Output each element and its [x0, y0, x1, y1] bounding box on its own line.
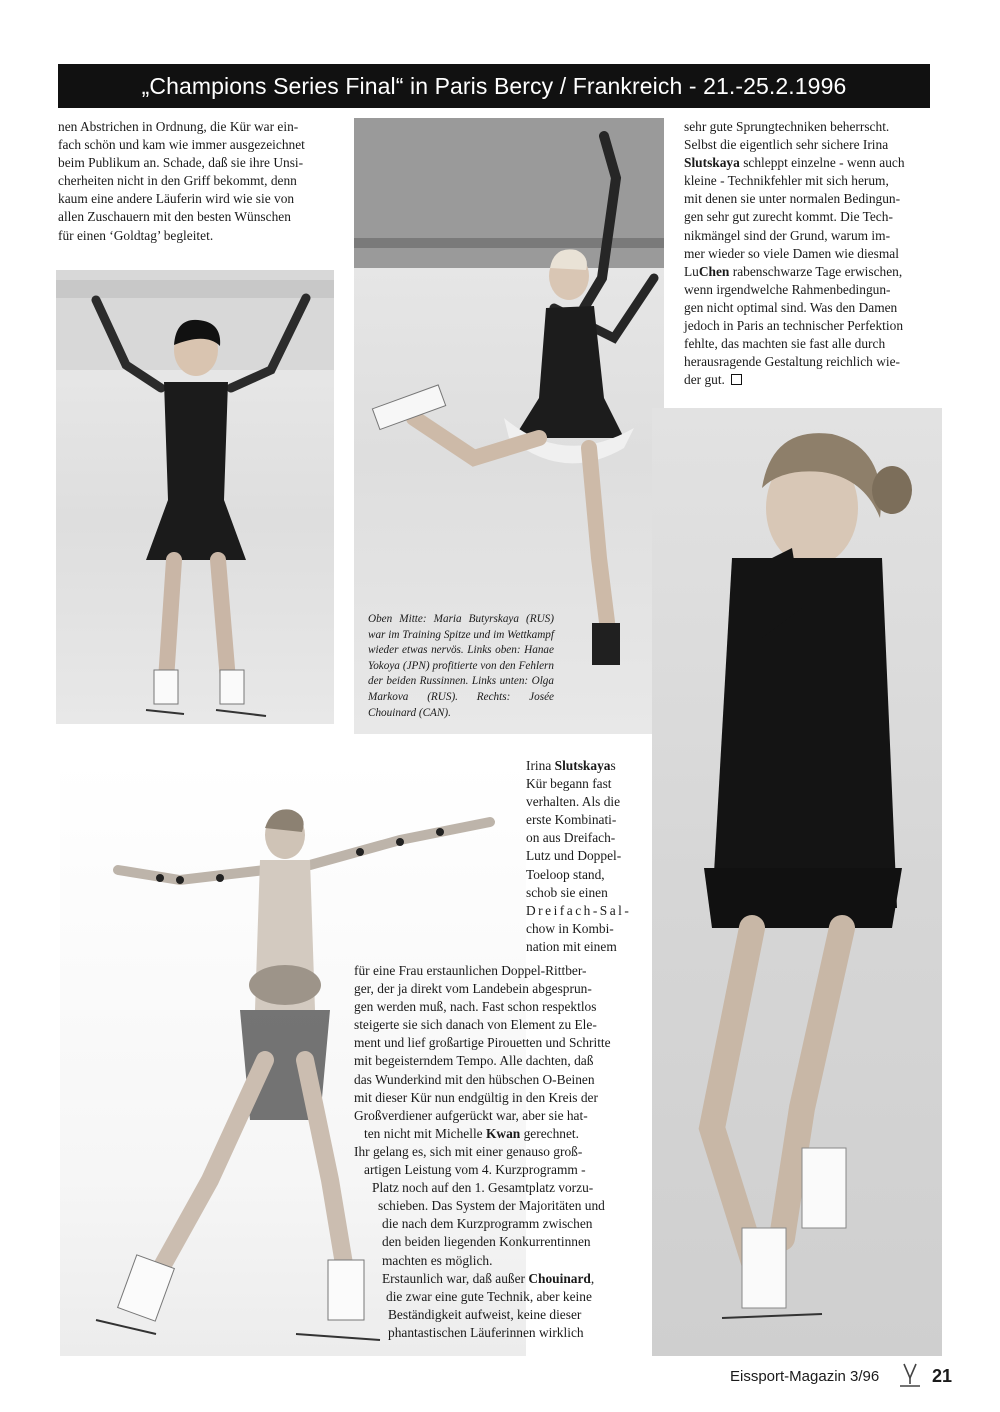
skater-name: Slutskaya [684, 155, 740, 171]
text-line: Platz noch auf den 1. Gesamtplatz vorzu- [372, 1180, 594, 1196]
intro-text-column-left [58, 118, 334, 245]
text-line: für eine Frau erstaunlichen Doppel-Rittber- [354, 963, 587, 978]
text-line: allen Zuschauern mit den besten Wünschen [58, 209, 291, 225]
text-line: beim Publikum an. Schade, daß sie ihre Unsi- [58, 155, 304, 171]
article-title-banner [58, 64, 930, 108]
text-line: Irina Slutskayas [526, 758, 616, 773]
text-line: erste Kombinati- [526, 812, 617, 828]
text-line: Kür begann fast [526, 776, 612, 792]
text-line: schieben. Das System der Majoritäten und [378, 1198, 605, 1214]
text-line: fach schön und kam wie immer ausgezeichnet [58, 137, 305, 153]
text-line: mit begeisterndem Tempo. Alle dachten, daß [354, 1053, 594, 1069]
text-column-right [684, 118, 930, 389]
photo-hanae-yokoya [56, 270, 334, 724]
text-line: mit denen sie unter normalen Bedingun- [684, 191, 901, 207]
text-line: Ihr gelang es, sich mit einer genauso groß- [354, 1143, 583, 1159]
text-line: die zwar eine gute Technik, aber keine [386, 1288, 592, 1304]
text-line: chow in Kombi- [526, 920, 614, 936]
text-line: LuChen rabenschwarze Tage erwischen, [684, 263, 903, 279]
text-line: kleine - Technikfehler mit sich herum, [684, 173, 889, 189]
skater-name: Chen [698, 263, 730, 279]
text-line: artigen Leistung vom 4. Kurzprogramm - [364, 1162, 586, 1178]
text-line: Lutz und Doppel- [526, 848, 622, 864]
skater-name: Kwan [486, 1125, 521, 1141]
text-line: für einen ‘Goldtag’ begleitet. [58, 227, 214, 243]
text-line: nen Abstrichen in Ordnung, die Kür war ein- [58, 119, 299, 134]
magazine-issue: Eissport-Magazin 3/96 [730, 1368, 880, 1385]
text-line: die nach dem Kurzprogramm zwischen [382, 1216, 593, 1232]
narrow-text-column [526, 757, 632, 956]
text-line: ger, der ja direkt vom Landebein abgesprun- [354, 981, 592, 997]
text-line: das Wunderkind mit den hübschen O-Beinen [354, 1071, 595, 1087]
text-line: Dreifach-Sal- [526, 902, 632, 918]
text-line: gen werden muß, nach. Fast schon respektlos [354, 999, 597, 1015]
text-line: nikmängel sind der Grund, warum im- [684, 227, 891, 243]
text-line: Selbst die eigentlich sehr sichere Irina [684, 137, 889, 153]
article-title: „Champions Series Final“ in Paris Bercy / Frankreich - 21.-25.2.1996 [141, 73, 847, 99]
text-line: cherheiten nicht in den Griff bekommt, denn [58, 173, 297, 189]
text-line: sehr gute Sprungtechniken beherrscht. [684, 119, 890, 134]
text-line: verhalten. Als die [526, 794, 621, 810]
text-line: mer wieder so viele Damen wie diesmal [684, 245, 899, 261]
main-text-column [354, 962, 634, 1342]
text-line: mit dieser Kür nun endgültig in den Kreis der [354, 1089, 598, 1105]
text-line: nation mit einem [526, 938, 617, 954]
text-line: gen nicht optimal sind. Was den Damen [684, 299, 898, 315]
text-line: wenn irgendwelche Rahmenbedingun- [684, 281, 891, 297]
text-line: der gut. [684, 371, 930, 389]
text-line: phantastischen Läuferinnen wirklich [388, 1324, 584, 1340]
text-line: steigerte sie sich danach von Element zu Ele- [354, 1017, 597, 1033]
skater-name: Slutskaya [554, 758, 611, 773]
text-line: ment und lief großartige Pirouetten und Schritte [354, 1035, 611, 1051]
text-line: herausragende Gestaltung reichlich wie- [684, 354, 901, 370]
end-of-article-box-icon [731, 374, 742, 385]
text-line: Beständigkeit aufweist, keine dieser [388, 1306, 582, 1322]
magazine-logo-icon [896, 1360, 924, 1395]
text-line: Großverdiener aufgerückt war, aber sie hat- [354, 1107, 588, 1123]
text-line: jedoch in Paris an technischer Perfektion [684, 318, 904, 334]
text-line: fehlte, das machten sie fast alle durch [684, 336, 886, 352]
photo-josee-chouinard [652, 408, 942, 1356]
text-line: Toeloop stand, [526, 866, 605, 882]
page-footer [690, 1366, 960, 1392]
text-line: gen sehr gut zurecht kommt. Die Tech- [684, 209, 893, 225]
text-line: den beiden liegenden Konkurrentinnen [382, 1234, 591, 1250]
text-line: schob sie einen [526, 884, 608, 900]
text-line: machten es möglich. [382, 1252, 493, 1268]
text-line: ten nicht mit Michelle Kwan gerechnet. [364, 1125, 579, 1141]
text-line: kaum eine andere Läuferin wird wie sie von [58, 191, 295, 207]
skater-name: Chouinard [528, 1270, 591, 1286]
text-line: Erstaunlich war, daß außer Chouinard, [382, 1270, 595, 1286]
page-number: 21 [932, 1366, 953, 1386]
text-line: Slutskaya schleppt einzelne - wenn auch [684, 155, 905, 171]
photo-caption: Oben Mitte: Maria Butyrskaya (RUS) war im Training Spitze und im Wettkampf wieder etwas nervös. Links oben: Hanae Yokoya (JPN) profitierte von den Fehlern der beiden Russinnen. Links unten: Olga Markova (RUS). Rechts: Josée Chouinard (CAN). [368, 613, 554, 719]
text-line: on aus Dreifach- [526, 830, 616, 846]
